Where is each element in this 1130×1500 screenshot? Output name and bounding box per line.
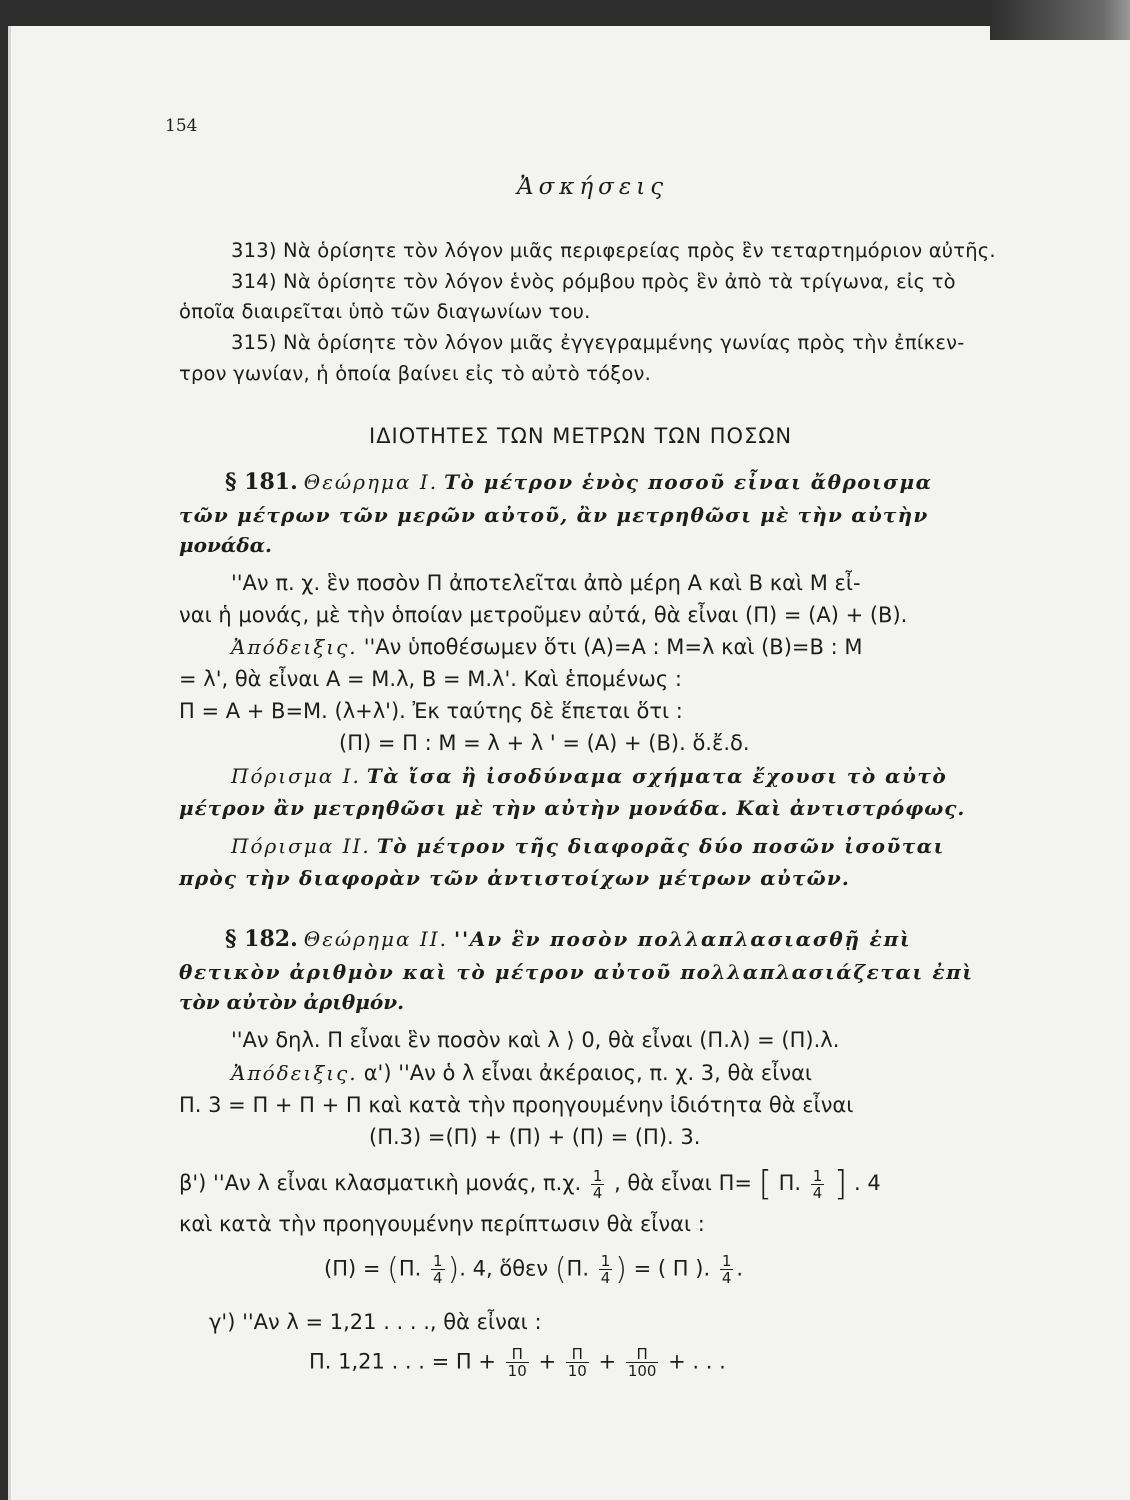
- section-title: Ἀσκήσεις: [517, 174, 669, 200]
- corollary-1-line1: [231, 764, 947, 788]
- theorem-182-para1: ''Αν δηλ. Π εἶναι ἓν ποσὸν καὶ λ ⟩ 0, θὰ εἶναι (Π.λ) = (Π).λ.: [231, 1028, 840, 1052]
- scan-corner-shadow: [990, 0, 1130, 40]
- proof-182-label: Ἀπόδειξις.: [231, 1061, 358, 1085]
- series-lhs: Π. 1,21 . . . = Π +: [309, 1349, 496, 1374]
- section-181-number: § 181.: [225, 469, 298, 495]
- proof-181-line4: (Π) = Π : Μ = λ + λ ' = (Α) + (Β). ὅ.ἔ.δ.: [339, 731, 750, 755]
- case-beta-equation: [324, 1252, 743, 1287]
- fraction-one-quarter: $\frac{1}{4}$: [600, 1252, 611, 1287]
- equation-text: . 4, ὅθεν: [459, 1256, 549, 1281]
- section-heading: ΙΔΙΟΤΗΤΕΣ ΤΩΝ ΜΕΤΡΩΝ ΤΩΝ ΠΟΣΩΝ: [369, 424, 793, 448]
- series-tail: + . . .: [668, 1349, 726, 1374]
- theorem-182-label: Θεώρημα ΙΙ.: [303, 927, 448, 951]
- theorem-181-para1: ''Αν π. χ. ἓν ποσὸν Π ἀποτελεῖται ἀπὸ μέρη Α καὶ Β καὶ Μ εἶ-: [231, 571, 861, 595]
- corollary-2-text: Τὸ μέτρον τῆς διαφορᾶς δύο ποσῶν ἰσοῦται: [376, 834, 945, 858]
- equation-end: .: [736, 1256, 744, 1281]
- case-beta-text: β') ''Αν λ εἶναι κλασματικὴ μονάς, π.χ.: [179, 1171, 582, 1195]
- case-beta-text-2: , θὰ εἶναι Π=: [614, 1171, 752, 1195]
- theorem-182-line1: [225, 926, 912, 952]
- fraction-one-quarter: $\frac{1}{4}$: [592, 1166, 603, 1202]
- fraction-one-quarter: $\frac{1}{4}$: [433, 1252, 443, 1287]
- corollary-2-line2: πρὸς τὴν διαφορὰν τῶν ἀντιστοίχων μέτρων αὐτῶν.: [179, 866, 851, 890]
- theorem-181-statement: Τὸ μέτρον ἑνὸς ποσοῦ εἶναι ἄθροισμα: [444, 470, 933, 494]
- corollary-1-text: Τὰ ἴσα ἢ ἰσοδύναμα σχήματα ἔχουσι τὸ αὐτὸ: [366, 764, 948, 788]
- fraction-one-quarter: $\frac{1}{4}$: [812, 1166, 823, 1202]
- theorem-181-line2: τῶν μέτρων τῶν μερῶν αὐτοῦ, ἂν μετρηθῶσι μὲ τὴν αὐτὴν: [179, 503, 929, 527]
- case-beta-pi: Π.: [778, 1171, 802, 1195]
- equation-pi: Π.: [398, 1256, 422, 1281]
- theorem-182-line3: τὸν αὐτὸν ἀριθμόν.: [179, 990, 405, 1014]
- case-beta-cont: καὶ κατὰ τὴν προηγουμένην περίπτωσιν θὰ εἶναι :: [179, 1212, 705, 1236]
- case-gamma-line: γ') ''Αν λ = 1,21 . . . ., θὰ εἶναι :: [209, 1310, 542, 1334]
- exercise-314-cont: ὁποῖα διαιρεῖται ὑπὸ τῶν διαγωνίων του.: [179, 300, 591, 323]
- right-paren: ): [615, 1252, 627, 1287]
- proof-181-line1: [231, 635, 862, 659]
- proof-182-line3: (Π.3) =(Π) + (Π) + (Π) = (Π). 3.: [369, 1125, 701, 1149]
- fraction-pi-over-10: $\frac{\Pi}{10}$: [567, 1345, 587, 1380]
- equation-rhs: = ( Π ).: [633, 1256, 711, 1281]
- equation-pi: Π.: [566, 1256, 589, 1281]
- exercise-315: 315) Νὰ ὁρίσητε τὸν λόγον μιᾶς ἐγγεγραμμένης γωνίας πρὸς τὴν ἐπίκεν-: [231, 331, 965, 354]
- theorem-181-para2: ναι ἡ μονάς, μὲ τὴν ὁποίαν μετροῦμεν αὐτά, θὰ εἶναι (Π) = (Α) + (Β).: [179, 603, 908, 627]
- theorem-182-line2: θετικὸν ἀριθμὸν καὶ τὸ μέτρον αὐτοῦ πολλαπλασιάζεται ἐπὶ: [179, 960, 974, 984]
- fraction-pi-over-10: $\frac{\Pi}{10}$: [507, 1345, 527, 1380]
- section-182-number: § 182.: [225, 926, 298, 952]
- left-bracket: [: [758, 1164, 772, 1204]
- exercise-315-cont: τρον γωνίαν, ἡ ὁποία βαίνει εἰς τὸ αὐτὸ τόξον.: [179, 362, 652, 385]
- exercise-313: 313) Νὰ ὁρίσητε τὸν λόγον μιᾶς περιφερείας πρὸς ἓν τεταρτημόριον αὐτῆς.: [231, 239, 996, 262]
- plus-sign: +: [598, 1349, 617, 1374]
- right-paren: ): [447, 1252, 460, 1287]
- corollary-2-label: Πόρισμα ΙΙ.: [231, 834, 371, 858]
- theorem-181-line1: [225, 469, 933, 495]
- proof-182-line1: [231, 1061, 812, 1085]
- corollary-2-line1: [231, 834, 945, 858]
- case-beta-times-4: . 4: [853, 1171, 881, 1195]
- left-paren: (: [387, 1252, 399, 1287]
- proof-182-text: α') ''Αν ὁ λ εἶναι ἀκέραιος, π. χ. 3, θὰ εἶναι: [363, 1061, 813, 1085]
- case-gamma-equation: [309, 1346, 726, 1379]
- case-beta-line: [179, 1164, 881, 1204]
- book-page: [8, 26, 1130, 1500]
- equation-lhs: (Π) =: [324, 1256, 381, 1281]
- proof-181-line2: = λ', θὰ εἶναι Α = Μ.λ, Β = Μ.λ'. Καὶ ἑπομένως :: [179, 667, 682, 691]
- exercise-314: 314) Νὰ ὁρίσητε τὸν λόγον ἑνὸς ρόμβου πρὸς ἓν ἀπὸ τὰ τρίγωνα, εἰς τὸ: [231, 270, 956, 293]
- fraction-one-quarter: $\frac{1}{4}$: [721, 1252, 732, 1287]
- proof-181-line3: Π = Α + Β=Μ. (λ+λ'). Ἐκ ταύτης δὲ ἕπεται ὅτι :: [179, 699, 683, 723]
- proof-182-line2: Π. 3 = Π + Π + Π καὶ κατὰ τὴν προηγουμένην ἰδιότητα θὰ εἶναι: [179, 1093, 854, 1117]
- right-bracket: ]: [834, 1164, 848, 1204]
- theorem-181-line3: μονάδα.: [179, 533, 272, 557]
- corollary-1-label: Πόρισμα Ι.: [231, 764, 361, 788]
- page-number: 154: [165, 116, 198, 136]
- theorem-182-statement: ''Αν ἓν ποσὸν πολλαπλασιασθῇ ἐπὶ: [454, 927, 912, 951]
- left-paren: (: [554, 1252, 567, 1287]
- corollary-1-line2: μέτρον ἂν μετρηθῶσι μὲ τὴν αὐτὴν μονάδα. Καὶ ἀντιστρόφως.: [179, 796, 966, 820]
- plus-sign: +: [538, 1349, 557, 1374]
- theorem-181-label: Θεώρημα Ι.: [303, 470, 439, 494]
- fraction-pi-over-100: $\frac{\Pi}{100}$: [627, 1345, 657, 1380]
- proof-181-label: Ἀπόδειξις.: [231, 635, 358, 659]
- proof-181-text: ''Αν ὑποθέσωμεν ὅτι (Α)=Α : Μ=λ καὶ (Β)=Β : Μ: [363, 635, 863, 659]
